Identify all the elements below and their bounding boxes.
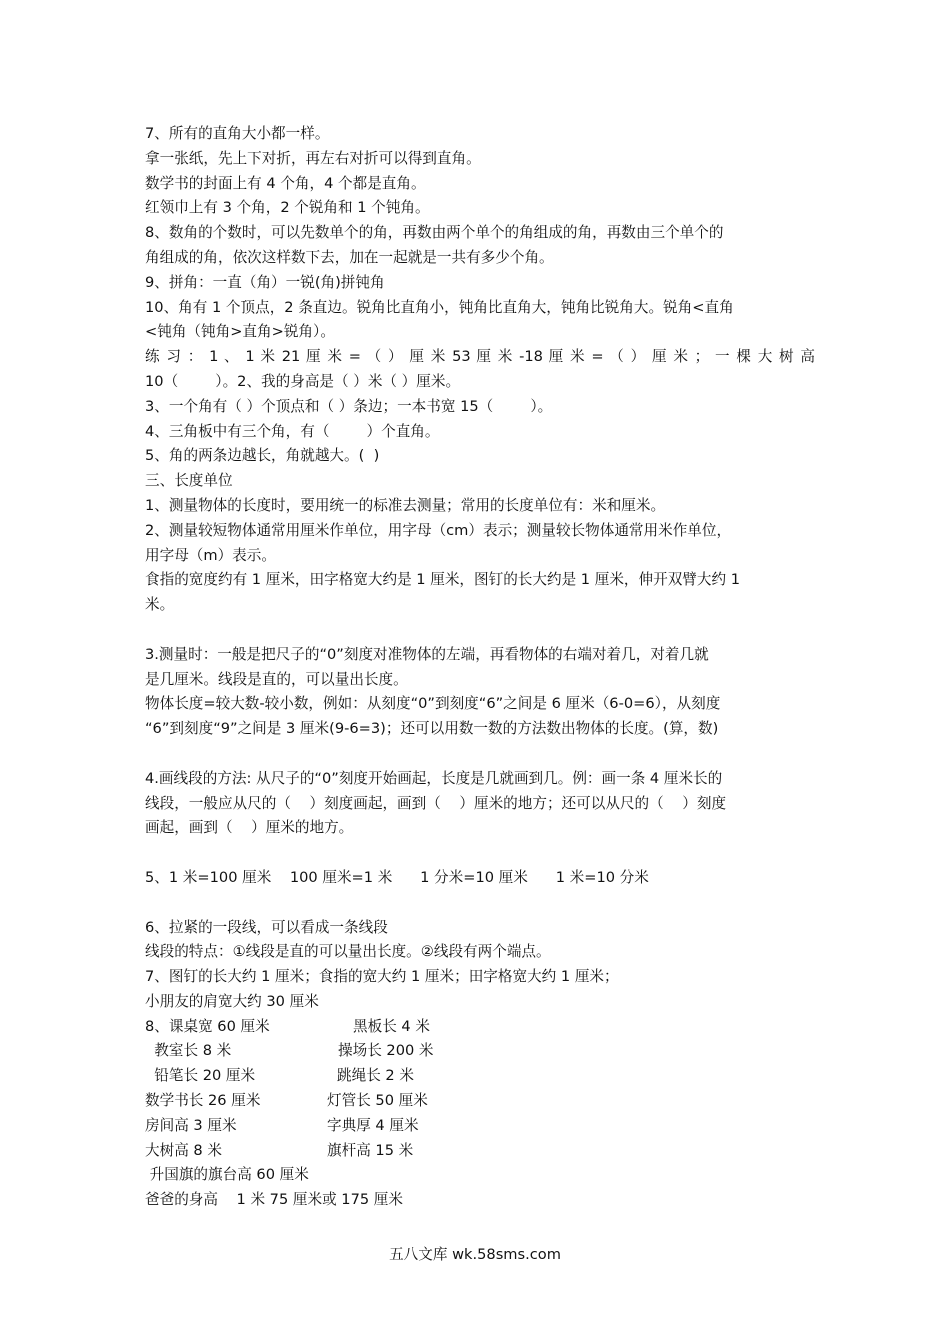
- text-line: 1、测量物体的长度时，要用统一的标准去测量；常用的长度单位有：米和厘米。: [145, 496, 666, 514]
- measure-row: [145, 1114, 815, 1139]
- page-footer: 五八文库 wk.58sms.com: [389, 1246, 561, 1263]
- measure-left: 数学书长 26 厘米: [145, 1092, 261, 1110]
- measure-left: 教室长 8 米: [145, 1042, 232, 1060]
- section-heading: 三、长度单位: [145, 472, 233, 490]
- text-line: 8、数角的个数时，可以先数单个的角，再数由两个单个的角组成的角，再数由三个单个的: [145, 224, 724, 242]
- text-line: “6”到刻度“9”之间是 3 厘米(9-6=3)；还可以用数一数的方法数出物体的长度。(算，数): [145, 720, 719, 738]
- measure-row: [145, 1015, 815, 1040]
- text-line: 线段，一般应从尺的（ ）刻度画起，画到（ ）厘米的地方；还可以从尺的（ ）刻度: [145, 794, 727, 812]
- text-line: 2、测量较短物体通常用厘米作单位，用字母（cm）表示；测量较长物体通常用米作单位，: [145, 521, 732, 539]
- measure-left: 铅笔长 20 厘米: [145, 1067, 256, 1085]
- text-line: 是几厘米。线段是直的，可以量出长度。: [145, 670, 408, 688]
- measure-left: 大树高 8 米: [145, 1141, 222, 1159]
- measure-left: 房间高 3 厘米: [145, 1116, 237, 1134]
- text-line: 升国旗的旗台高 60 厘米: [145, 1166, 309, 1184]
- measure-right: 灯管长 50 厘米: [327, 1092, 428, 1110]
- text-line: 3.测量时：一般是把尺子的“0”刻度对准物体的左端，再看物体的右端对着几，对着几就: [145, 645, 709, 663]
- measure-right: 旗杆高 15 米: [327, 1141, 414, 1159]
- blank-line: [145, 618, 815, 643]
- measure-right: 操场长 200 米: [338, 1042, 434, 1060]
- measure-row: [145, 1089, 815, 1114]
- document-body: [145, 122, 815, 1213]
- blank-line: [145, 841, 815, 866]
- measure-right: 字典厚 4 厘米: [327, 1116, 419, 1134]
- text-line: 红领巾上有 3 个角，2 个锐角和 1 个钝角。: [145, 199, 430, 217]
- text-line: 7、图钉的长大约 1 厘米；食指的宽大约 1 厘米；田字格宽大约 1 厘米；: [145, 968, 619, 986]
- text-line: 9、拼角：一直（角）一锐(角)拼钝角: [145, 273, 385, 291]
- text-line: 5、1 米=100 厘米 100 厘米=1 米 1 分米=10 厘米 1 米=10 分米: [145, 868, 649, 886]
- text-line: 10（ ）。2、我的身高是（ ）米（ ）厘米。: [145, 372, 461, 390]
- text-line: 物体长度=较大数-较小数，例如：从刻度“0”到刻度“6”之间是 6 厘米（6-0=6），从刻度: [145, 695, 721, 713]
- blank-line: [145, 742, 815, 767]
- text-line: 爸爸的身高 1 米 75 厘米或 175 厘米: [145, 1191, 403, 1209]
- text-line: <钝角（钝角>直角>锐角）。: [145, 323, 335, 341]
- text-line: 拿一张纸，先上下对折，再左右对折可以得到直角。: [145, 149, 481, 167]
- measure-row: [145, 1064, 815, 1089]
- text-line: 用字母（m）表示。: [145, 546, 276, 564]
- text-line: 5、角的两条边越长，角就越大。( ): [145, 447, 380, 465]
- text-line: 练 习 ： 1 、 1 米 21 厘 米 = （ ） 厘 米 53 厘 米 -18 厘 米 = （ ） 厘 米 ； 一 棵 大 树 高: [145, 348, 815, 366]
- text-line: 3、一个角有（ ）个顶点和（ ）条边；一本书宽 15（ ）。: [145, 397, 553, 415]
- text-line: 角组成的角，依次这样数下去，加在一起就是一共有多少个角。: [145, 248, 554, 266]
- measure-left: 8、课桌宽 60 厘米: [145, 1017, 270, 1035]
- text-line: 6、拉紧的一段线，可以看成一条线段: [145, 918, 388, 936]
- text-line: 米。: [145, 596, 175, 614]
- text-line: 食指的宽度约有 1 厘米，田字格宽大约是 1 厘米，图钉的长大约是 1 厘米，伸开双臂大约 1: [145, 571, 740, 589]
- text-line: 4、三角板中有三个角，有（ ）个直角。: [145, 422, 440, 440]
- text-line: 画起，画到（ ）厘米的地方。: [145, 819, 354, 837]
- text-line: 线段的特点：①线段是直的可以量出长度。②线段有两个端点。: [145, 943, 551, 961]
- text-line: 10、角有 1 个顶点，2 条直边。锐角比直角小，钝角比直角大，钝角比锐角大。锐角<直角: [145, 298, 734, 316]
- text-line: 数学书的封面上有 4 个角，4 个都是直角。: [145, 174, 426, 192]
- measure-right: 黑板长 4 米: [353, 1017, 430, 1035]
- text-line: 4.画线段的方法: 从尺子的“0”刻度开始画起，长度是几就画到几。例：画一条 4 厘米长的: [145, 769, 723, 787]
- measure-row: [145, 1039, 815, 1064]
- text-line: 小朋友的肩宽大约 30 厘米: [145, 992, 319, 1010]
- measure-right: 跳绳长 2 米: [337, 1067, 414, 1085]
- text-line: 7、所有的直角大小都一样。: [145, 125, 330, 142]
- blank-line: [145, 891, 815, 916]
- measure-row: [145, 1139, 815, 1164]
